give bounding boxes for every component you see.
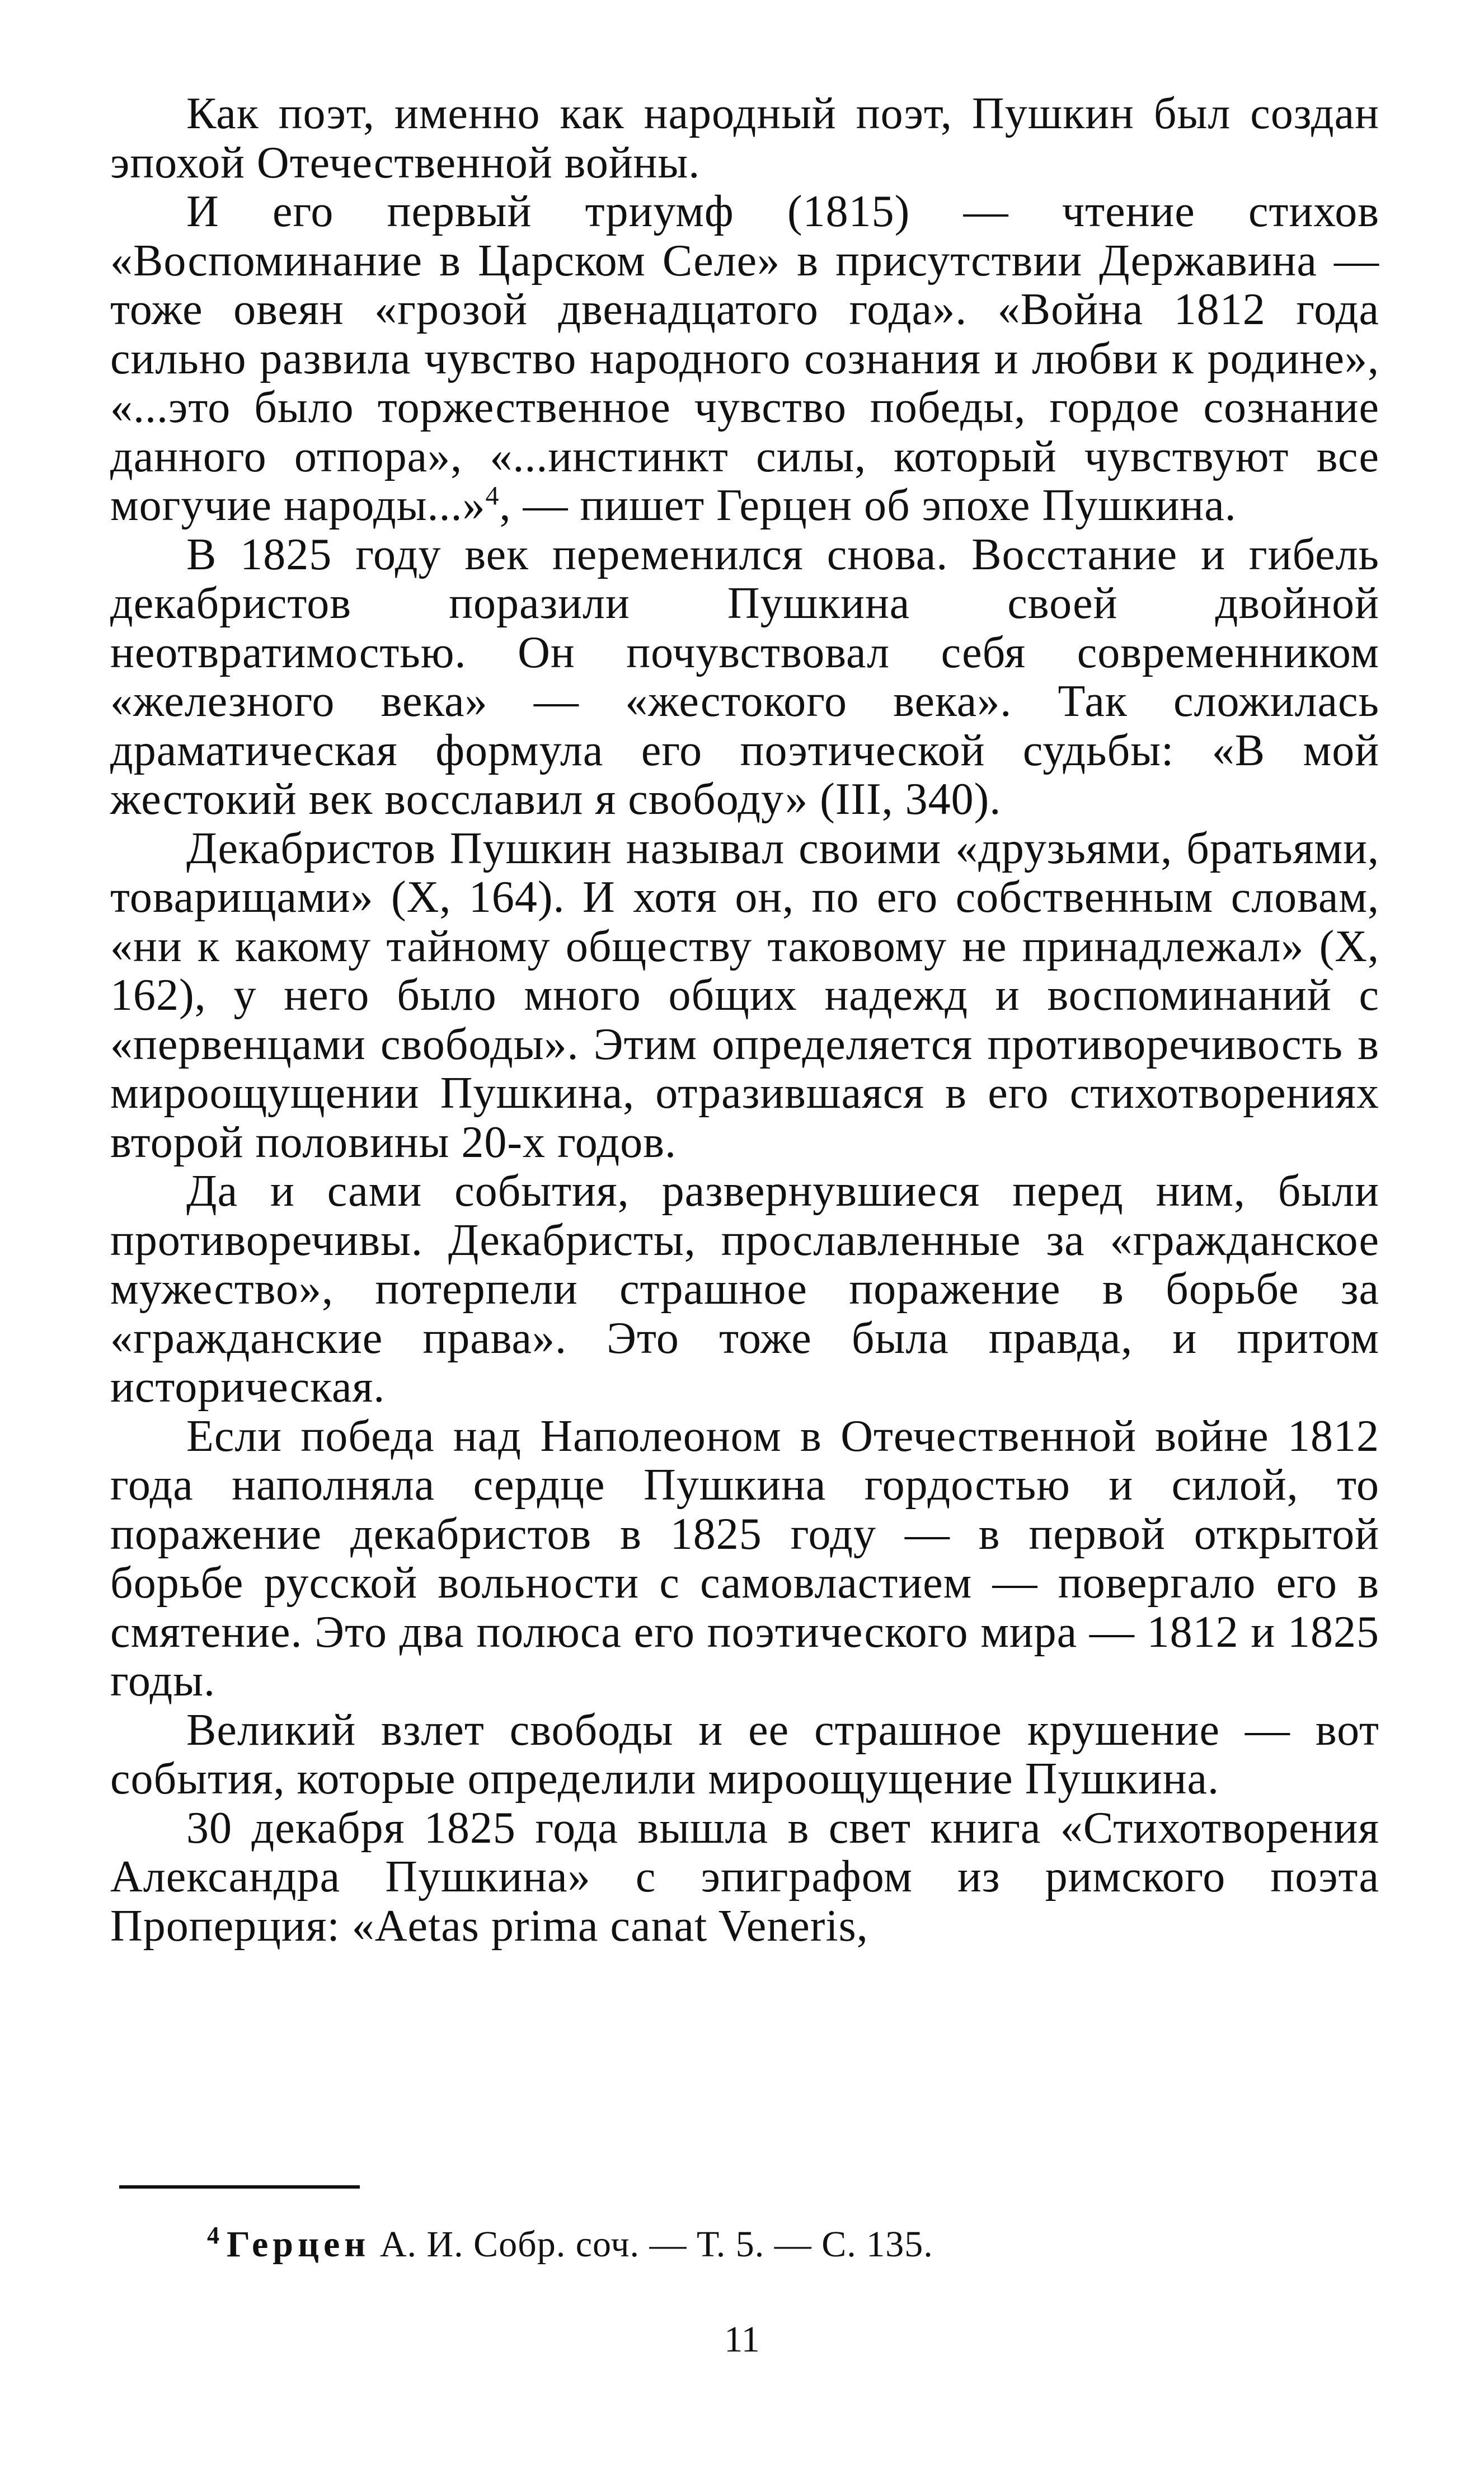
paragraph-4: Декабристов Пушкин называл своими «друзьями, братьями, товарищами» (X, 164). И хотя он, по его собственным словам, «ни к какому тайному обществу таковому не принадлежал» (X, 162), у него было много общих надежд и воспоминаний с «первенцами свободы». Этим определяется противоречивость в мироощущении Пушкина, отразившаяся в его стихотворениях второй половины 20-х годов. bbox=[110, 823, 1379, 1167]
paragraph-2 bbox=[110, 188, 1379, 531]
page-body bbox=[110, 90, 1379, 1951]
footnote-author: Герцен bbox=[227, 2224, 370, 2265]
paragraph-3: В 1825 году век переменился снова. Восстание и гибель декабристов поразили Пушкина своей двойной неотвратимостью. Он почувствовал себя современником «железного века» — «жестокого века». Так сложилась драматическая формула его поэтической судьбы: «В мой жестокий век восславил я свободу» (III, 340). bbox=[110, 530, 1379, 824]
footnote bbox=[207, 2222, 933, 2267]
paragraph-2-after: , — пишет Герцен об эпохе Пушкина. bbox=[499, 481, 1237, 530]
footnote-divider bbox=[119, 2185, 360, 2189]
footnote-ref[interactable]: 4 bbox=[485, 481, 500, 511]
paragraph-1: Как поэт, именно как народный поэт, Пушкин был создан эпохой Отечественной войны. bbox=[110, 89, 1379, 188]
footnote-text: А. И. Собр. соч. — Т. 5. — С. 135. bbox=[379, 2224, 933, 2265]
paragraph-2-text: И его первый триумф (1815) — чтение стихов «Воспоминание в Царском Селе» в присутствии Державина — тоже овеян «грозой двенадцатого года». «Война 1812 года сильно развила чувство народного сознания и любви к родине», «...это было торжественное чувство победы, гордое сознание данного отпора», «...инстинкт силы, который чувствуют все могучие народы...» bbox=[110, 187, 1379, 530]
paragraph-8: 30 декабря 1825 года вышла в свет книга «Стихотворения Александра Пушкина» с эпиграфом из римского поэта Проперция: «Aetas prima canat Veneris, bbox=[110, 1803, 1379, 1951]
page-number: 11 bbox=[724, 2319, 760, 2360]
paragraph-7: Великий взлет свободы и ее страшное крушение — вот события, которые определили мироощущение Пушкина. bbox=[110, 1705, 1379, 1804]
paragraph-5: Да и сами события, развернувшиеся перед ним, были противоречивы. Декабристы, прославленные за «гражданское мужество», потерпели страшное поражение в борьбе за «гражданские права». Это тоже была правда, и притом историческая. bbox=[110, 1167, 1379, 1412]
footnote-number: 4 bbox=[207, 2222, 220, 2249]
paragraph-6: Если победа над Наполеоном в Отечественной войне 1812 года наполняла сердце Пушкина гордостью и силой, то поражение декабристов в 1825 году — в первой открытой борьбе русской вольности с самовластием — повергало его в смятение. Это два полюса его поэтического мира — 1812 и 1825 годы. bbox=[110, 1411, 1379, 1706]
